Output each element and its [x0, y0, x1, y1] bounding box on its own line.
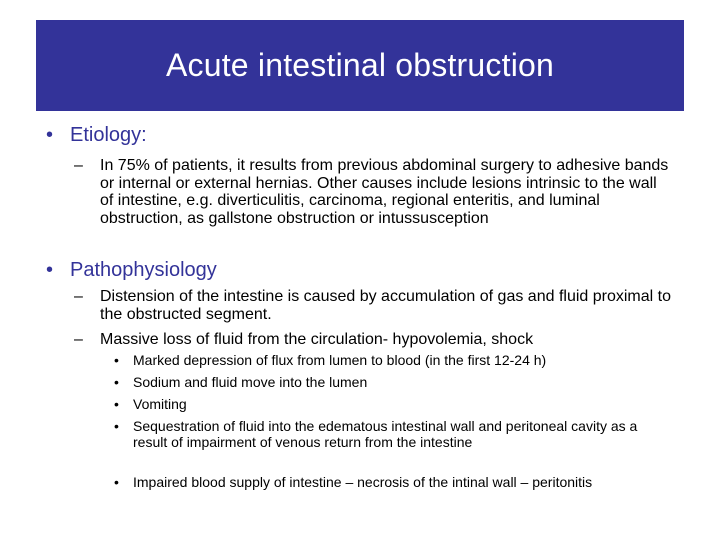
pathophysiology-subitem: [114, 474, 674, 490]
subitem-text: Vomiting: [133, 396, 187, 412]
etiology-heading-text: Etiology:: [70, 124, 147, 146]
pathophysiology-subitem: [114, 374, 674, 390]
bullet-icon: •: [114, 396, 119, 412]
pathophysiology-heading: [46, 259, 217, 281]
subitem-text: Marked depression of flux from lumen to blood (in the first 12-24 h): [133, 352, 547, 368]
bullet-icon: •: [46, 124, 54, 146]
subitem-text: Impaired blood supply of intestine – necrosis of the intinal wall – peritonitis: [133, 474, 593, 490]
etiology-heading: [46, 124, 147, 146]
slide-title: Acute intestinal obstruction: [165, 47, 555, 83]
bullet-icon: •: [46, 259, 54, 281]
pathophysiology-subitem: [114, 418, 674, 450]
pathophysiology-item-text: Massive loss of fluid from the circulation- hypovolemia, shock: [100, 331, 534, 348]
bullet-icon: •: [114, 474, 119, 490]
subitem-text: Sodium and fluid move into the lumen: [133, 374, 368, 390]
etiology-item-text: In 75% of patients, it results from previous abdominal surgery to adhesive bands or internal or external hernias. Other causes include lesions intrinsic to the wall of intestine, e.g. diverticulitis, carcinoma, regional enteritis, and luminal obstruction, as gallstone obstruction or intussusception: [100, 157, 669, 227]
pathophysiology-item: [74, 331, 674, 349]
pathophysiology-item-text: Distension of the intestine is caused by accumulation of gas and fluid proximal to the obstructed segment.: [100, 288, 671, 323]
bullet-icon: •: [114, 374, 119, 390]
title-bar: [36, 20, 684, 111]
bullet-icon: •: [114, 418, 119, 434]
etiology-item: [74, 157, 674, 227]
pathophysiology-heading-text: Pathophysiology: [70, 259, 217, 281]
dash-icon: –: [74, 288, 83, 305]
subitem-text: Sequestration of fluid into the edematous intestinal wall and peritoneal cavity as a result of impairment of venous return from the intestine: [133, 418, 638, 450]
pathophysiology-subitem: [114, 396, 674, 412]
pathophysiology-subitem: [114, 352, 674, 368]
dash-icon: –: [74, 157, 83, 174]
bullet-icon: •: [114, 352, 119, 368]
pathophysiology-item: [74, 288, 674, 323]
dash-icon: –: [74, 331, 83, 348]
